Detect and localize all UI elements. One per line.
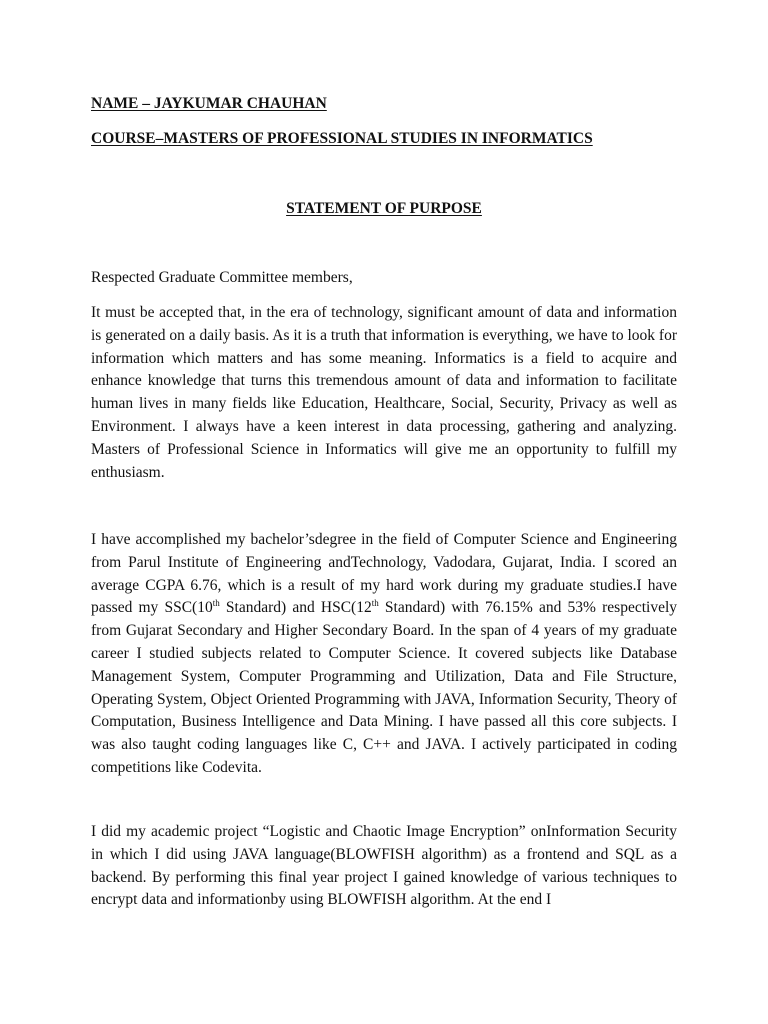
superscript-th-2: th [371, 598, 379, 609]
salutation: Respected Graduate Committee members, [91, 269, 353, 286]
document-title: STATEMENT OF PURPOSE [286, 200, 482, 217]
course-name: COURSE–MASTERS OF PROFESSIONAL STUDIES IN INFORMATICS [91, 130, 593, 147]
paragraph-education [91, 529, 677, 780]
superscript-th-1: th [212, 598, 220, 609]
paragraph-project: I did my academic project “Logistic and Chaotic Image Encryption” onInformation Security in which I did using JAVA language(BLOWFISH algorithm) as a frontend and SQL as a backend. By performing this final year project I gained knowledge of various techniques to encrypt data and informationby using BLOWFISH algorithm. At the end I [91, 823, 677, 909]
paragraph-education-text-c: Standard) with 76.15% and 53% respectively from Gujarat Secondary and Higher Secondary Board. In the span of 4 years of my graduate career I studied subjects related to Computer Science. It covered subjects like Database Management System, Computer Programming and Utilization, Data and File Structure, Operating System, Object Oriented Programming with JAVA, Information Security, Theory of Computation, Business Intelligence and Data Mining. I have passed all this core subjects. I was also taught coding languages like C, C++ and JAVA. I actively participated in coding competitions like Codevita. [91, 599, 678, 776]
paragraph-education-text-a: I have accomplished my bachelor’sdegree in the field of Computer Science and Engineering from Parul Institute of Engineering andTechnology, Vadodara, Gujarat, India. I scored an average CGPA 6.76, which is a result of my hard work during my graduate studies.I have passed my SSC(10 [91, 531, 677, 617]
paragraph-intro: It must be accepted that, in the era of technology, significant amount of data and information is generated on a daily basis. As it is a truth that information is everything, we have to look for information which matters and has some meaning. Informatics is a field to acquire and enhance knowledge that turns this tremendous amount of data and information to facilitate human lives in many fields like Education, Healthcare, Social, Security, Privacy as well as Environment. I always have a keen interest in data processing, gathering and analyzing. Masters of Professional Science in Informatics will give me an opportunity to fulfill my enthusiasm. [91, 304, 677, 481]
paragraph-education-text-b: Standard) and HSC(12 [219, 599, 372, 617]
student-name: NAME – JAYKUMAR CHAUHAN [91, 95, 327, 112]
